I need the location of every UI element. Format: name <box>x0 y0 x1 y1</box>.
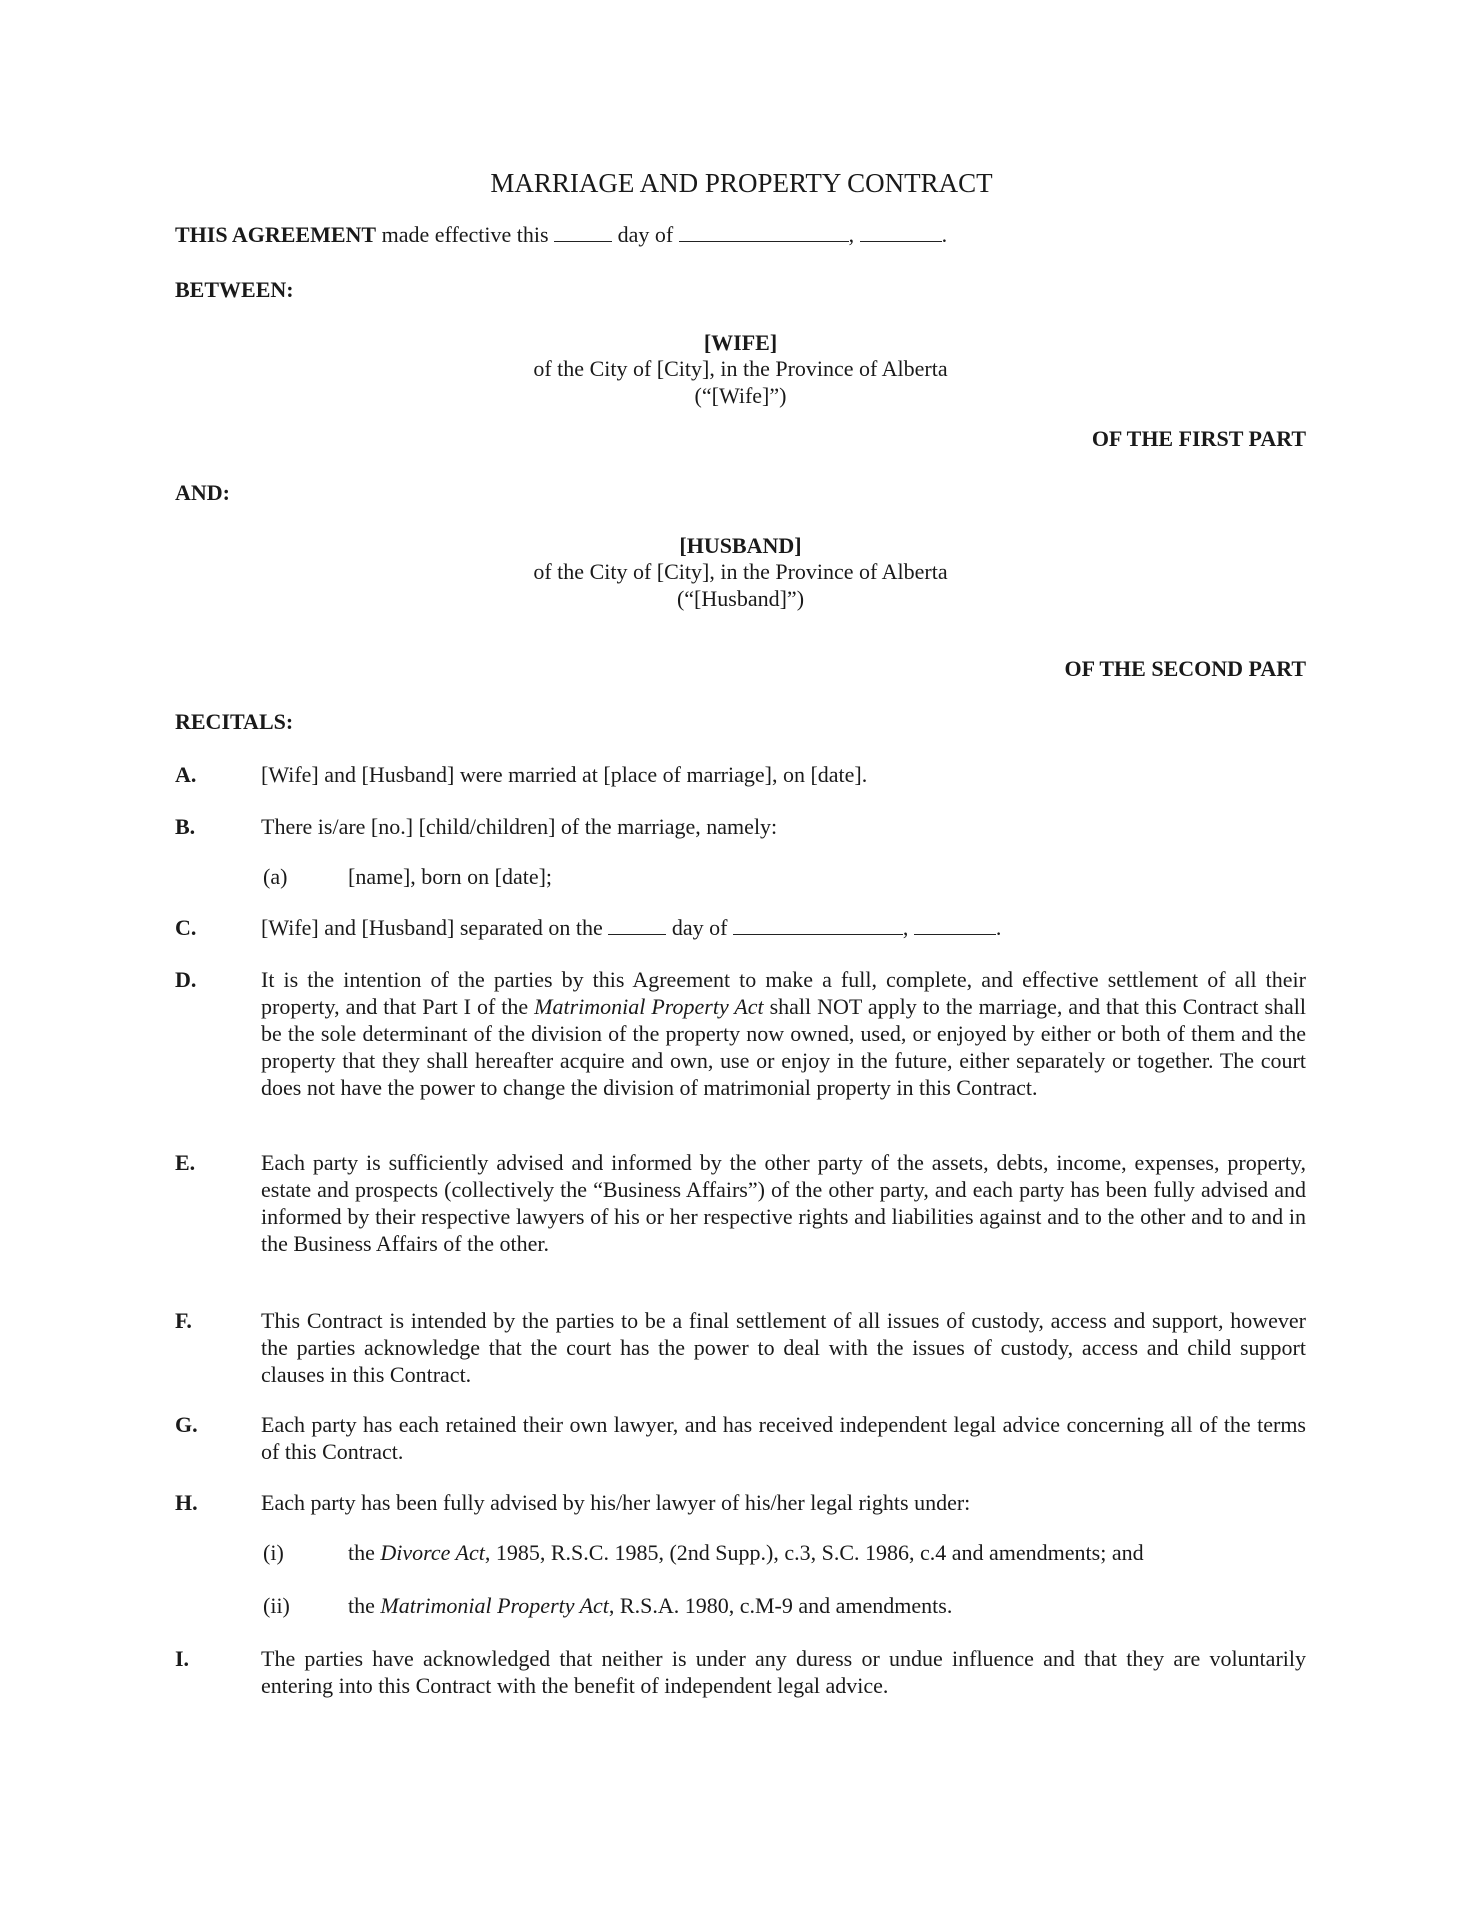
recital-b-text: There is/are [no.] [child/children] of the marriage, namely: <box>261 814 778 839</box>
recital-d-act: Matrimonial Property Act <box>534 993 764 1019</box>
recital-g-text: Each party has each retained their own lawyer, and has received independent legal advice concerning all of the terms of this Contract. <box>261 1412 1306 1464</box>
recital-g-label: G. <box>175 1412 198 1437</box>
recitals-heading: RECITALS: <box>175 709 294 734</box>
intro-text: made effective this <box>381 222 549 247</box>
period: . <box>995 915 1002 940</box>
document-title: MARRIAGE AND PROPERTY CONTRACT <box>490 168 993 198</box>
recital-f-label: F. <box>175 1308 192 1333</box>
party1-address: of the City of [City], in the Province of Alberta <box>533 356 948 381</box>
party1-part: OF THE FIRST PART <box>1091 426 1306 451</box>
recital-h-text: Each party has been fully advised by his/her lawyer of his/her legal rights under: <box>261 1490 971 1515</box>
recital-b-sub-text: [name], born on [date]; <box>348 864 553 889</box>
party2-alias: (“[Husband]”) <box>676 586 805 611</box>
party2-name: [HUSBAND] <box>679 533 802 558</box>
recital-d <box>261 967 1306 1102</box>
separation-day-blank[interactable] <box>608 916 666 935</box>
recital-c-day-of: day of <box>671 915 728 940</box>
recital-c: [Wife] and [Husband] separated on the day of , . <box>261 915 1002 940</box>
separation-year-blank[interactable] <box>914 916 996 935</box>
recital-h-label: H. <box>175 1490 198 1515</box>
recital-h-ii <box>348 1593 1306 1620</box>
recital-d-label: D. <box>175 967 197 992</box>
between-label: BETWEEN: <box>175 277 294 302</box>
recital-i-label: I. <box>175 1646 190 1671</box>
recital-c-text: [Wife] and [Husband] separated on the <box>261 915 603 940</box>
divorce-act: Divorce Act <box>380 1540 485 1565</box>
recital-h-i-label: (i) <box>263 1540 284 1565</box>
recital-e-label: E. <box>175 1150 196 1175</box>
month-blank[interactable] <box>679 223 849 242</box>
day-of-text: day of <box>617 222 674 247</box>
day-blank[interactable] <box>554 223 612 242</box>
post: , 1985, R.S.C. 1985, (2nd Supp.), c.3, S.C. 1986, c.4 and amendments; and <box>484 1540 1144 1565</box>
recital-f-text: This Contract is intended by the parties to be a final settlement of all issues of custody, access and support, however the parties acknowledge that the court has the power to deal with the issues of custody, access and child support clauses in this Contract. <box>261 1308 1306 1387</box>
party1-name: [WIFE] <box>703 330 778 355</box>
recital-c-label: C. <box>175 915 197 940</box>
and-label: AND: <box>175 480 230 505</box>
party2-part: OF THE SECOND PART <box>1064 656 1306 681</box>
recital-b-label: B. <box>175 814 196 839</box>
post: , R.S.A. 1980, c.M-9 and amendments. <box>608 1593 953 1618</box>
recital-d-text2: shall NOT apply to the marriage, and that this Contract shall be the sole determinant of the division of the property now owned, used, or enjoyed by either or both of them and the property that they shall hereafter acquire and own, use or enjoy in the future, either separately or together. The court does not have the power to change the division of matrimonial property in this Contract. <box>261 993 1307 1100</box>
recital-a-label: A. <box>175 762 197 787</box>
period: . <box>941 222 948 247</box>
recital-i-text: The parties have acknowledged that neither is under any duress or undue influence and that they are voluntarily entering into this Contract with the benefit of independent legal advice. <box>261 1646 1306 1698</box>
matrimonial-property-act: Matrimonial Property Act <box>380 1593 609 1618</box>
recital-d-text1: It is the intention of the parties by this Agreement to make a full, complete, and effective settlement of all their property, and that Part I of the <box>261 967 1306 1019</box>
recital-e-text: Each party is sufficiently advised and informed by the other party of the assets, debts, income, expenses, property, estate and prospects (collectively the “Business Affairs”) of the other party, and each party has been fully advised and informed by their respective lawyers of his or her respective rights and liabilities against and to the other and to and in the Business Affairs of the other. <box>261 1150 1306 1256</box>
pre: the <box>348 1540 375 1565</box>
party2-address: of the City of [City], in the Province of Alberta <box>533 559 948 584</box>
recital-h-i <box>348 1540 1306 1567</box>
intro-bold: THIS AGREEMENT <box>175 222 377 247</box>
party1-alias: (“[Wife]”) <box>694 383 787 408</box>
pre: the <box>348 1593 375 1618</box>
agreement-intro: THIS AGREEMENT made effective this day of , . <box>175 222 948 247</box>
year-blank[interactable] <box>860 223 942 242</box>
recital-b-sub-label: (a) <box>263 864 288 889</box>
recital-a-text: [Wife] and [Husband] were married at [place of marriage], on [date]. <box>261 762 868 787</box>
recital-h-ii-label: (ii) <box>263 1593 290 1618</box>
separation-month-blank[interactable] <box>733 916 903 935</box>
